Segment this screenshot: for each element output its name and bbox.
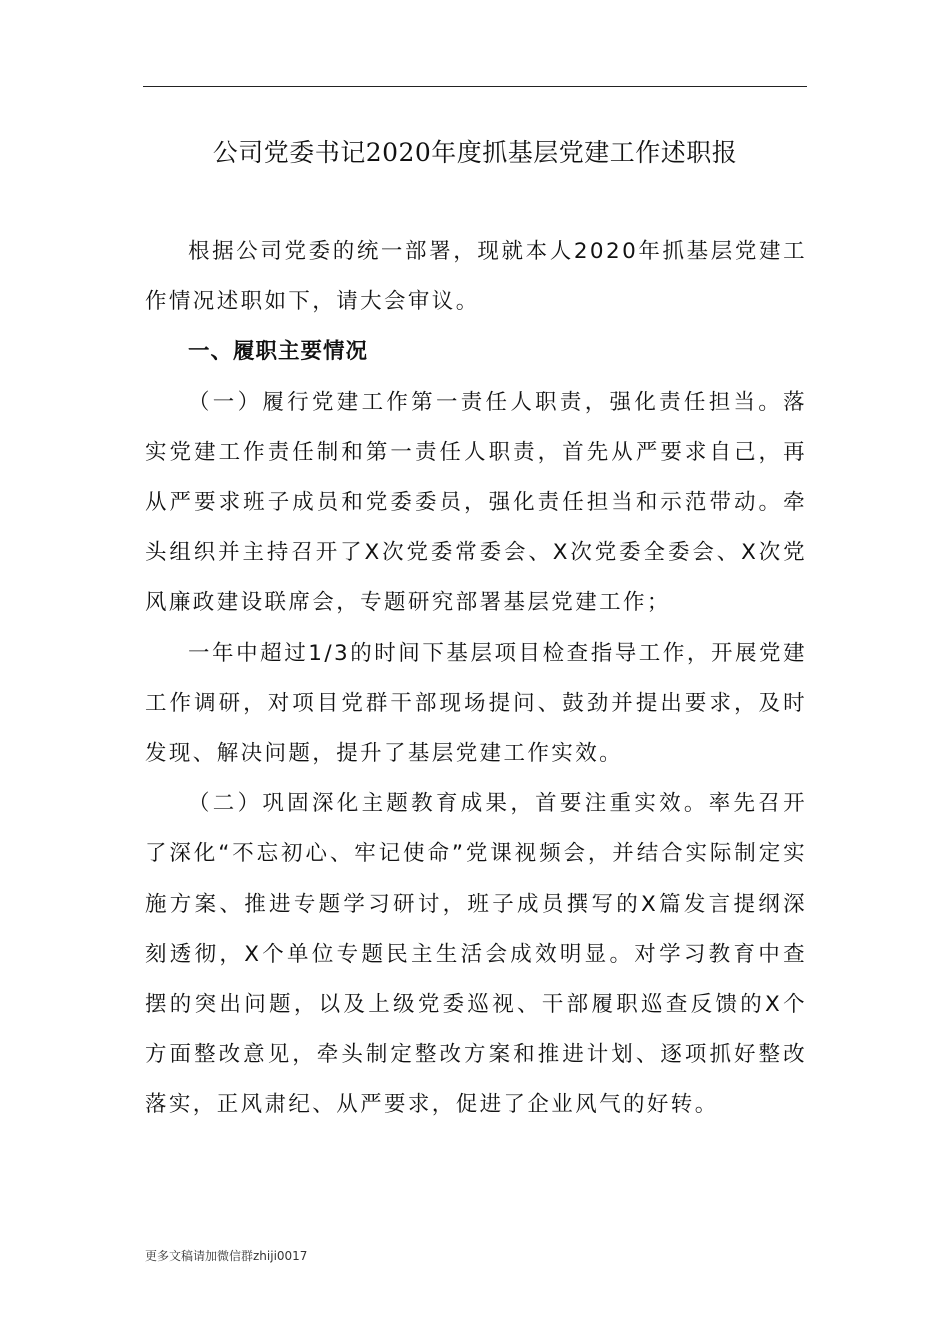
document-body	[145, 227, 807, 1131]
intro-paragraph: 根据公司党委的统一部署，现就本人2020年抓基层党建工作情况述职如下，请大会审议。	[145, 239, 807, 315]
header-rule	[143, 86, 807, 87]
document-title: 公司党委书记2020年度抓基层党建工作述职报	[212, 138, 738, 167]
paragraph-duty: （一）履行党建工作第一责任人职责，强化责任担当。落实党建工作责任制和第一责任人职责，首先从严要求自己，再从严要求班子成员和党委委员，强化责任担当和示范带动。牵头组织并主持召开了X次党委常委会、X次党委全委会、X次党风廉政建设联席会，专题研究部署基层党建工作；	[145, 389, 807, 616]
footer-note: 更多文稿请加微信群zhiji0017	[145, 1249, 308, 1263]
paragraph-theme-education: （二）巩固深化主题教育成果，首要注重实效。率先召开了深化“不忘初心、牢记使命”党课视频会，并结合实际制定实施方案、推进专题学习研讨，班子成员撰写的X篇发言提纲深刻透彻，X个单位专题民主生活会成效明显。对学习教育中查摆的突出问题，以及上级党委巡视、干部履职巡查反馈的X个方面整改意见，牵头制定整改方案和推进计划、逐项抓好整改落实，正风肃纪、从严要求，促进了企业风气的好转。	[145, 791, 807, 1118]
section-heading-1: 一、履职主要情况	[188, 339, 369, 365]
paragraph-grassroots-inspection: 一年中超过1/3的时间下基层项目检查指导工作，开展党建工作调研，对项目党群干部现场提问、鼓劲并提出要求，及时发现、解决问题，提升了基层党建工作实效。	[145, 640, 807, 767]
